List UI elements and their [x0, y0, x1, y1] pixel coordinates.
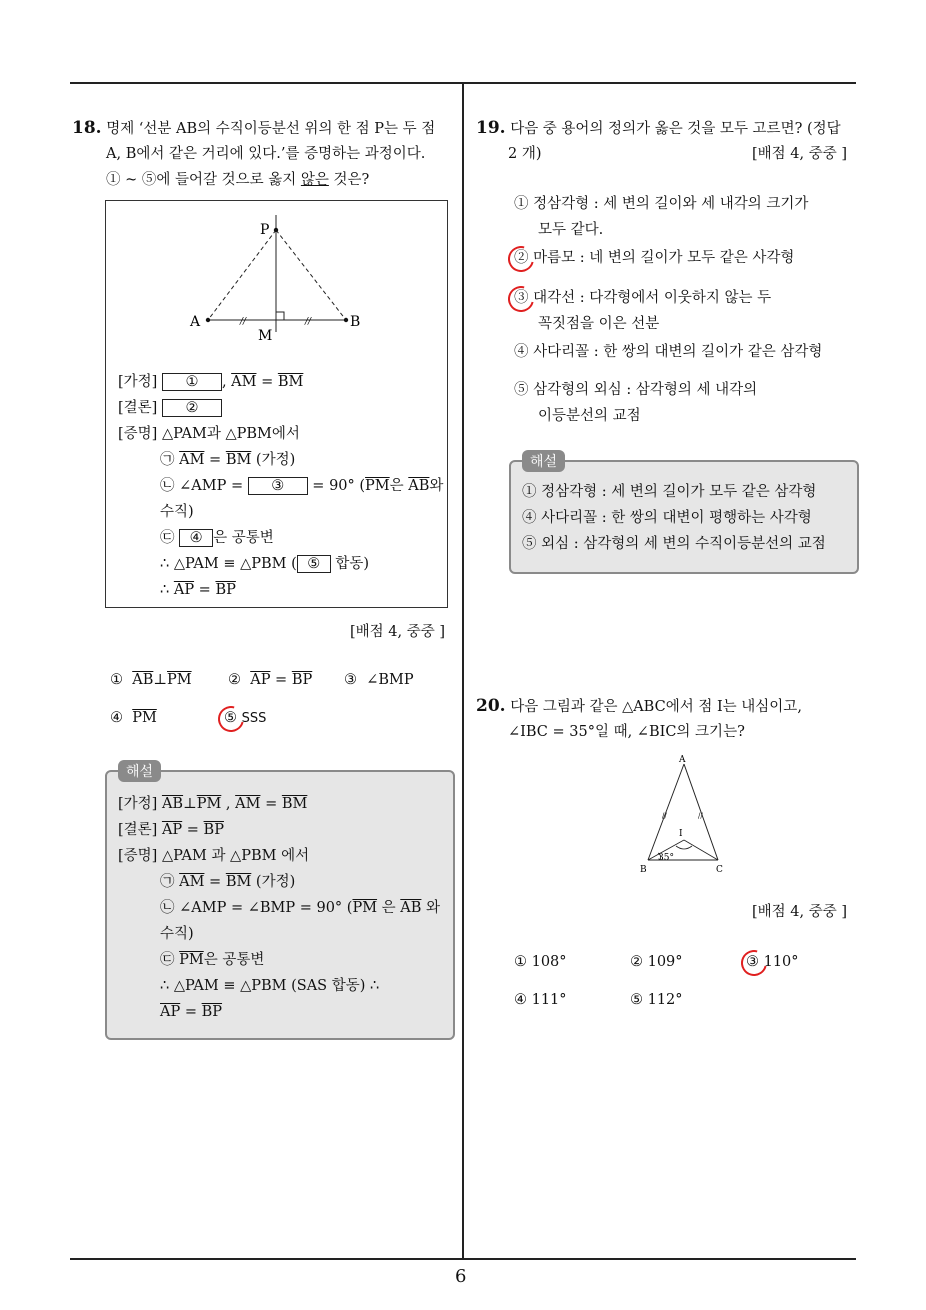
svg-text://: // — [240, 317, 247, 327]
q19-sol-1: ① 정삼각형 : 세 변의 길이가 모두 같은 삼각형 — [522, 484, 817, 500]
q19-choice-4[interactable]: ④ 사다리꼴 : 한 쌍의 대변의 길이가 같은 삼각형 — [514, 344, 823, 360]
blank-2: ② — [162, 399, 222, 417]
q18-label-a: A — [190, 314, 201, 330]
q18-proof-assumption: [가정] ① , $\overline{AM} = \overline{BM}$ — [118, 374, 304, 390]
svg-text://: // — [305, 317, 312, 327]
q20-triangle-figure — [636, 752, 736, 877]
q18-line3 — [106, 170, 369, 190]
q20-label-c: C — [716, 865, 723, 875]
q18-answer-mark — [213, 701, 249, 737]
q19-choice-5[interactable]: ⑤ 삼각형의 외심 : 삼각형의 세 내각의 — [514, 382, 758, 398]
q18-solution-tag: 해설 — [118, 760, 161, 782]
q18-stem-2: A, B에서 같은 거리에 있다.’를 증명하는 과정이다. — [106, 146, 426, 162]
q18-label-m: M — [258, 328, 273, 344]
q18-line1 — [72, 118, 435, 139]
q18-sol-header: [증명] △PAM 과 △PBM 에서 — [118, 848, 310, 864]
q18-number: 18. — [72, 118, 102, 138]
q18-stem-1: 명제 ‘선분 AB의 수직이등분선 위의 한 점 P는 두 점 — [106, 121, 436, 137]
q18-proof-step-2b: 수직) — [160, 504, 194, 520]
q20-choice-1[interactable]: ① 108° — [514, 954, 567, 970]
q18-sol-step-4: ∴ △PAM ≡ △PBM (SAS 합동) ∴ — [160, 978, 380, 994]
q20-label-a: A — [679, 755, 686, 765]
q20-choice-2[interactable]: ② 109° — [630, 954, 683, 970]
q18-stem-3a: ① ~ ⑤에 들어갈 것으로 옳지 — [106, 172, 301, 188]
q19-number: 19. — [476, 118, 506, 138]
q19-solution-tag: 해설 — [522, 450, 565, 472]
q19-answer-mark-2 — [503, 241, 539, 277]
q20-line1 — [476, 696, 802, 717]
q20-choice-5[interactable]: ⑤ 112° — [630, 992, 683, 1008]
page-number: 6 — [455, 1266, 467, 1287]
q18-stem-3b: 않은 — [300, 172, 329, 188]
q19-choice-3-cont: 꼭짓점을 이은 선분 — [538, 316, 660, 332]
q19-sol-2: ④ 사다리꼴 : 한 쌍의 대변이 평행하는 사각형 — [522, 510, 812, 526]
q20-label-i: I — [679, 829, 683, 839]
blank-5: ⑤ — [297, 555, 331, 573]
q18-triangle-figure — [180, 212, 380, 347]
q19-choice-2[interactable]: ② 마름모 : 네 변의 길이가 모두 같은 사각형 — [514, 250, 795, 266]
q19-line1 — [476, 118, 841, 139]
q20-label-b: B — [640, 865, 647, 875]
bottom-rule — [70, 1258, 856, 1260]
center-divider — [462, 82, 464, 1260]
q18-proof-header: [증명] △PAM과 △PBM에서 — [118, 426, 300, 442]
q19-choice-1-cont: 모두 같다. — [538, 222, 604, 238]
blank-3: ③ — [248, 477, 308, 495]
q20-score: [배점 4, 중중 ] — [752, 904, 848, 920]
q18-choice-1[interactable]: ① $\overline{AB}\perp\overline{PM}$ — [110, 672, 192, 688]
q19-choice-1[interactable]: ① 정삼각형 : 세 변의 길이와 세 내각의 크기가 — [514, 196, 809, 212]
q19-stem-1: 다음 중 용어의 정의가 옳은 것을 모두 고르면? (정답 — [510, 121, 841, 137]
q18-label-b: B — [350, 314, 361, 330]
q20-stem-2: ∠IBC = 35°일 때, ∠BIC의 크기는? — [508, 724, 745, 740]
q18-label-p: P — [260, 222, 270, 238]
q19-answer-mark-3 — [503, 281, 539, 317]
q19-sol-3: ⑤ 외심 : 삼각형의 세 변의 수직이등분선의 교점 — [522, 536, 826, 552]
q18-choice-4[interactable]: ④ $\overline{PM}$ — [110, 710, 157, 726]
blank-4: ④ — [179, 529, 213, 547]
q18-proof-step-1: ㉠ $\overline{AM} = \overline{BM}$ (가정) — [160, 452, 296, 468]
q18-choice-3[interactable]: ③ ∠BMP — [344, 672, 414, 688]
q18-sol-step-2b: 수직) — [160, 926, 194, 942]
q18-stem-3c: 것은? — [328, 172, 370, 188]
q19-score: [배점 4, 중중 ] — [752, 146, 848, 162]
q18-sol-step-5: $\overline{AP} = \overline{BP}$ — [160, 1004, 223, 1020]
q18-choice-2[interactable]: ② $\overline{AP} = \overline{BP}$ — [228, 672, 313, 688]
q20-choice-4[interactable]: ④ 111° — [514, 992, 567, 1008]
q18-sol-step-1: ㉠ $\overline{AM} = \overline{BM}$ (가정) — [160, 874, 296, 890]
q18-sol-step-2: ㉡ ∠AMP = ∠BMP = 90° ($\overline{PM}$ 은 $\overline{AB}$ 와 — [160, 900, 441, 916]
q19-stem-2: 2 개) — [508, 146, 542, 162]
q20-choice-3[interactable]: ③ 110° — [746, 954, 799, 970]
q18-proof-step-2: ㉡ ∠AMP = ③ = 90° ($\overline{PM}$은 $\overline{AB}$와 — [160, 478, 444, 494]
q20-answer-mark — [736, 945, 772, 981]
q18-sol-step-3: ㉢ $\overline{PM}$은 공통변 — [160, 952, 265, 968]
q20-number: 20. — [476, 696, 506, 716]
q18-sol-assumption: [가정] $\overline{AB}\perp\overline{PM}$ , $\overline{AM} = \overline{BM}$ — [118, 796, 308, 812]
q18-score: [배점 4, 중중 ] — [350, 624, 446, 640]
q20-label-angle: 35° — [658, 853, 674, 863]
q18-sol-conclusion: [결론] $\overline{AP} = \overline{BP}$ — [118, 822, 224, 838]
q19-choice-5-cont: 이등분선의 교점 — [538, 408, 641, 424]
q18-choice-5[interactable]: ⑤ SSS — [224, 710, 267, 726]
blank-1: ① — [162, 373, 222, 391]
q18-proof-conclusion: [결론] ② — [118, 398, 222, 418]
q18-proof-step-4: ∴ △PAM ≡ △PBM ( ⑤ 합동) — [160, 556, 370, 572]
q20-stem-1: 다음 그림과 같은 △ABC에서 점 I는 내심이고, — [510, 699, 802, 715]
q19-choice-3[interactable]: ③ 대각선 : 다각형에서 이웃하지 않는 두 — [514, 290, 772, 306]
svg-text://: // — [662, 812, 667, 820]
q18-proof-step-3: ㉢ ④ 은 공통변 — [160, 530, 274, 546]
svg-text://: // — [698, 812, 703, 820]
q18-proof-step-5: ∴ $\overline{AP} = \overline{BP}$ — [160, 582, 236, 598]
